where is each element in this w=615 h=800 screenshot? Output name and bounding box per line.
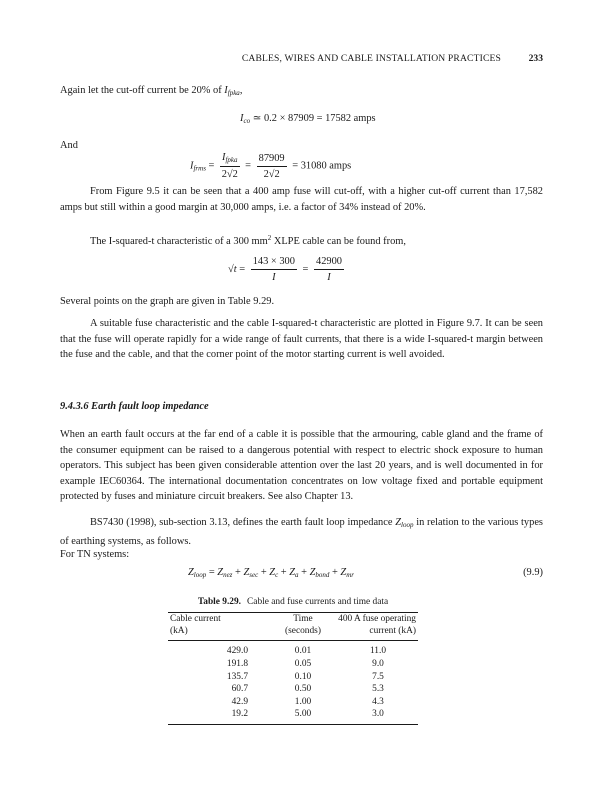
column-header-cable-current: Cable current <box>168 613 268 626</box>
paragraph-cutoff-intro: Again let the cut-off current be 20% of $I_{fpka}$, <box>60 85 243 97</box>
impedance-term: Z <box>269 567 276 578</box>
table-caption: Table 9.29. Cable and fuse currents and time data <box>197 597 389 607</box>
table-cell: 0.10 <box>294 671 312 682</box>
impedance-term: Z <box>217 567 224 578</box>
paragraph-tn-systems: For TN systems: <box>60 549 130 560</box>
equation-sqrt-t: √t = $\frac{143 \times 300}{I}$ = $\frac{42900}{I}$ <box>228 256 342 283</box>
table-cell: 5.00 <box>268 708 338 724</box>
equation-number: (9.9) <box>523 567 543 578</box>
fraction-42900-over-i: $\frac{42900}{I}$ <box>316 256 342 283</box>
column-header-fuse-current-unit: current (kA) <box>338 625 418 641</box>
fraction-fpka-over-root: $\frac{I_{fpka}}{2√2}$ <box>221 152 238 180</box>
table-cell: 42.9 <box>231 696 248 707</box>
table-cell: 9.0 <box>372 659 384 669</box>
table-cell: 60.7 <box>231 684 248 695</box>
impedance-term: Z <box>309 567 316 578</box>
table-cell: 429.0 <box>226 646 248 657</box>
fraction-87909-over-root: $\frac{87909}{2√2}$ <box>258 152 285 180</box>
table-cell: 0.01 <box>294 646 312 657</box>
table-row <box>168 671 418 684</box>
impedance-term: Z <box>243 567 250 578</box>
table-row <box>168 658 418 671</box>
fraction-143x300-over-i: $\frac{143 \times 300}{I}$ <box>252 256 295 283</box>
equation-loop-impedance: $Z_{loop} = Z_{nez} + Z_{sec} + Z_c + Z_a + Z_{bond} + Z_{mr}$ <box>188 567 354 579</box>
table-row <box>168 708 418 724</box>
table-cell: 19.2 <box>168 708 268 724</box>
equation-rms-current: $I_{frms}$ = $\frac{I_{fpka}}{2√2}$ = $\frac{87909}{2√2}$ = 31080 amps <box>190 152 352 180</box>
table-cell: 4.3 <box>372 696 384 707</box>
table-cell: 0.50 <box>294 684 312 695</box>
table-cell: 1.00 <box>294 696 312 707</box>
column-header-time-unit: (seconds) <box>268 625 338 641</box>
column-header-time: Time <box>268 613 338 626</box>
table-9-29 <box>168 597 418 725</box>
table-cell: 7.5 <box>372 671 384 682</box>
impedance-term: Z <box>188 567 194 578</box>
table-cell: 0.05 <box>294 659 312 669</box>
running-header-title: CABLES, WIRES AND CABLE INSTALLATION PRACTICES <box>241 53 501 64</box>
section-heading-9-4-3-6: 9.4.3.6 Earth fault loop impedance <box>60 401 209 412</box>
paragraph-suitable-fuse: A suitable fuse characteristic and the cable I-squared-t characteristic are plotted in Figure 9.7. It can be seen that the fuse will operate rapidly for a wide range of fault currents, that there is a wide I-squared-t margin between the fuse and the cable, and that the corner point of the motor starting current is well avoided. <box>60 318 543 361</box>
table-cell: 3.0 <box>338 708 418 724</box>
table-row <box>168 683 418 696</box>
paragraph-isquared-intro: The I-squared-t characteristic of a 300 $mm^2$ XLPE cable can be found from, <box>90 234 406 247</box>
table-cell: 135.7 <box>226 671 248 682</box>
column-header-cable-current-unit: (kA) <box>168 625 268 641</box>
paragraph-several-points: Several points on the graph are given in Table 9.29. <box>60 296 275 307</box>
data-table <box>168 612 418 725</box>
impedance-term: Z <box>340 567 347 578</box>
table-cell: 5.3 <box>372 684 384 695</box>
table-cell: 191.8 <box>226 659 248 669</box>
running-header <box>60 53 543 67</box>
table-row <box>168 641 418 658</box>
table-row <box>168 696 418 709</box>
paragraph-and: And <box>60 140 78 151</box>
paragraph-earth-fault: When an earth fault occurs at the far end of a cable it is possible that the armouring, cable gland and the frame of the consumer equipment can be raised to a dangerous potential with respect to electric shock exposure to human operators. This subject has been given considerable attention over the last 20 years, and is well documented in for example IEC60364. The international documentation concentrates on low voltage fixed and portable equipment protected by fuses and miniature circuit breakers. See also Chapter 13. <box>60 429 543 503</box>
impedance-term: Z <box>289 567 296 578</box>
table-cell: 11.0 <box>369 646 387 657</box>
paragraph-figure-9-5: From Figure 9.5 it can be seen that a 400 amp fuse will cut-off, with a higher cut-off current than 17,582 amps but still within a good margin at 30,000 amps, i.e. a factor of 34% instead of 20%. <box>60 186 543 213</box>
column-header-fuse-current: 400 A fuse operating <box>338 614 416 624</box>
page-number: 233 <box>528 53 543 64</box>
equation-cutoff-current: $I_{co}$ ≃ 0.2 × 87909 = 17582 amps <box>240 113 376 125</box>
paragraph-bs7430: BS7430 (1998), sub-section 3.13, defines the earth fault loop impedance $Z_{loop}$ in relation to the various types of earthing systems, as follows. <box>60 517 543 547</box>
